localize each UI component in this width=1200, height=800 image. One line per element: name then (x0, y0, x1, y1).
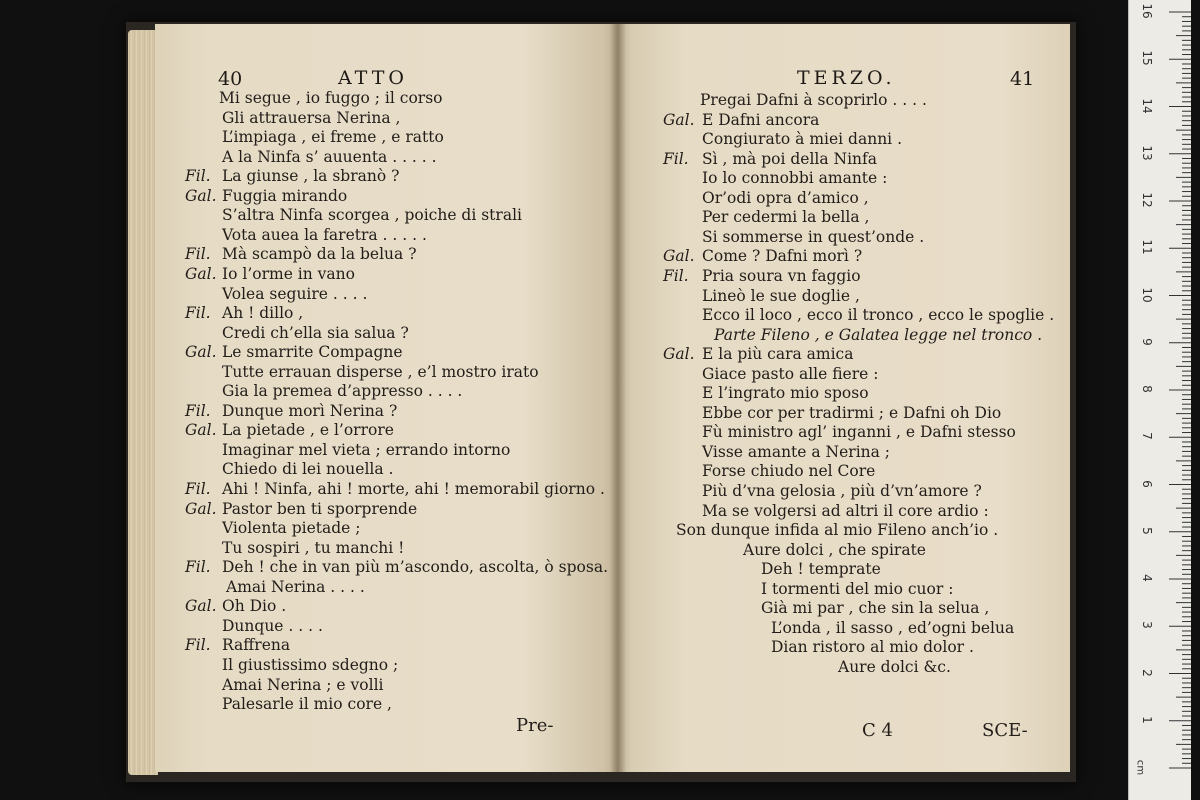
line-text: S’altra Ninfa scorgea , poiche di strali (222, 206, 522, 225)
ruler-number: 3 (1140, 621, 1154, 630)
line-text: L’onda , il sasso , ed’ogni belua (771, 618, 1015, 637)
line-text: Son dunque infida al mio Fileno anch’io . (676, 521, 999, 540)
line-text: Volea seguire . . . . (222, 284, 368, 303)
line-text: Ebbe cor per tradirmi ; e Dafni oh Dio (702, 403, 1002, 422)
speaker-label: Fil. (185, 636, 211, 655)
ruler-unit: cm (1134, 759, 1146, 776)
line-text: Aure dolci &c. (838, 657, 951, 676)
speaker-label: Gal. (185, 421, 217, 440)
line-text: Dunque . . . . (222, 616, 323, 635)
speaker-label: Gal. (185, 343, 217, 362)
line-text: Gli attrauersa Nerina , (222, 108, 401, 127)
line-text: Ecco il loco , ecco il tronco , ecco le spoglie . (702, 306, 1055, 325)
line-text: Giace pasto alle fiere : (702, 364, 879, 383)
line-text: Si sommerse in quest’onde . (702, 227, 925, 246)
speaker-label: Gal. (185, 499, 217, 518)
line-text: Violenta pietade ; (222, 519, 361, 538)
ruler-number: 1 (1140, 715, 1154, 724)
line-text: Già mi par , che sin la selua , (761, 599, 990, 618)
speaker-label: Gal. (663, 110, 695, 129)
line-text: Per cedermi la bella , (702, 208, 870, 227)
line-text: Pastor ben ti sporprende (222, 499, 418, 518)
ruler-number: 6 (1140, 479, 1154, 488)
ruler-number: 12 (1140, 192, 1154, 208)
ruler-number: 14 (1140, 97, 1154, 114)
speaker-label: Fil. (185, 480, 211, 498)
line-text: Chiedo di lei nouella . (222, 460, 394, 479)
line-text: La pietade , e l’orrore (222, 421, 394, 440)
speaker-label: Fil. (185, 167, 211, 186)
line-text: Visse amante a Nerina ; (702, 442, 891, 461)
left-catchword: Pre- (516, 715, 554, 736)
speaker-label: Gal. (185, 597, 217, 616)
ruler-number: 15 (1140, 50, 1154, 66)
line-text: Raffrena (222, 636, 291, 655)
speaker-label: Fil. (185, 401, 211, 420)
ruler-number: 10 (1140, 286, 1154, 303)
ruler-number: 2 (1140, 668, 1154, 677)
line-text: Forse chiudo nel Core (702, 462, 876, 481)
ruler-number: 9 (1140, 337, 1154, 346)
book-gutter (610, 24, 626, 772)
line-text: Tutte errauan disperse , e’l mostro irato (222, 362, 539, 381)
line-text: Io l’orme in vano (222, 264, 355, 283)
line-text: Parte Fileno , e Galatea legge nel tronco . (714, 325, 1043, 344)
right-catchword: SCE- (982, 720, 1028, 741)
line-text: Or’odi opra d’amico , (702, 188, 869, 207)
ruler-number: 16 (1140, 3, 1154, 19)
ruler-number: 13 (1140, 145, 1154, 161)
speaker-label: Fil. (185, 558, 211, 577)
left-page-number: 40 (218, 68, 243, 90)
speaker-label: Fil. (185, 304, 211, 323)
line-text: Le smarrite Compagne (222, 343, 403, 362)
line-text: E l’ingrato mio sposo (702, 384, 869, 403)
line-text: Oh Dio . (222, 597, 287, 616)
line-text: Credi ch’ella sia salua ? (222, 323, 409, 342)
measuring-ruler (1128, 0, 1191, 800)
speaker-label: Gal. (185, 264, 217, 283)
line-text: Il giustissimo sdegno ; (222, 655, 399, 674)
line-text: Palesarle il mio core , (222, 695, 392, 714)
speaker-label: Fil. (663, 149, 689, 168)
line-text: Pria soura vn faggio (702, 266, 861, 285)
line-text: E Dafni ancora (702, 110, 820, 129)
line-text: Congiurato à miei danni . (702, 130, 902, 149)
line-text: Amai Nerina . . . . (226, 577, 365, 596)
line-text: Tu sospiri , tu manchi ! (222, 538, 405, 557)
line-text: Aure dolci , che spirate (743, 540, 926, 559)
ruler-number: 4 (1140, 574, 1154, 582)
line-text: Fuggia mirando (222, 186, 348, 205)
line-text: Come ? Dafni morì ? (702, 247, 863, 266)
right-page-number: 41 (1010, 68, 1035, 90)
line-text: Dunque morì Nerina ? (222, 401, 398, 420)
page-edges (128, 30, 158, 775)
left-running-head: ATTO (338, 67, 408, 89)
ruler-number: 7 (1140, 432, 1154, 441)
line-text: L’impiaga , ei freme , e ratto (222, 128, 444, 147)
line-text: E la più cara amica (702, 345, 854, 364)
ruler-number: 5 (1140, 526, 1154, 535)
line-text: La giunse , la sbranò ? (222, 167, 400, 186)
line-text: Lineò le sue doglie , (702, 286, 860, 305)
line-text: Dian ristoro al mio dolor . (771, 638, 974, 657)
line-text: Gia la premea d’appresso . . . . (222, 382, 463, 401)
ruler-ticks (1129, 0, 1191, 800)
line-text: Fù ministro agl’ inganni , e Dafni stesso (702, 423, 1016, 442)
line-text: Mi segue , io fuggo ; il corso (219, 89, 443, 107)
speaker-label: Fil. (185, 245, 211, 264)
right-running-head: TERZO. (797, 67, 896, 89)
speaker-label: Fil. (663, 266, 689, 285)
line-text: Amai Nerina ; e volli (222, 675, 384, 694)
ruler-number: 11 (1140, 239, 1154, 255)
line-text: Sì , mà poi della Ninfa (702, 149, 878, 168)
speaker-label: Gal. (663, 345, 695, 364)
line-text: Ahi ! Ninfa, ahi ! morte, ahi ! memorabil giorno . (222, 480, 605, 498)
line-text: Vota auea la faretra . . . . . (222, 225, 427, 244)
line-text: Più d’vna gelosia , più d’vn’amore ? (702, 482, 982, 500)
line-text: Deh ! che in van più m’ascondo, ascolta, ò sposa. (222, 558, 608, 577)
ruler-number: 8 (1140, 385, 1154, 393)
speaker-label: Gal. (185, 186, 217, 205)
line-text: A la Ninfa s’ auuenta . . . . . (222, 147, 437, 166)
line-text: Ah ! dillo , (222, 304, 304, 323)
line-text: Pregai Dafni à scoprirlo . . . . (700, 91, 927, 109)
line-text: Ma se volgersi ad altri il core ardio : (702, 501, 989, 520)
line-text: Mà scampò da la belua ? (222, 245, 417, 264)
speaker-label: Gal. (663, 247, 695, 266)
line-text: I tormenti del mio cuor : (761, 579, 954, 598)
line-text: Deh ! temprate (761, 560, 881, 579)
line-text: Io lo connobbi amante : (702, 169, 888, 188)
signature-mark: C 4 (862, 720, 893, 741)
line-text: Imaginar mel vieta ; errando intorno (222, 440, 511, 459)
